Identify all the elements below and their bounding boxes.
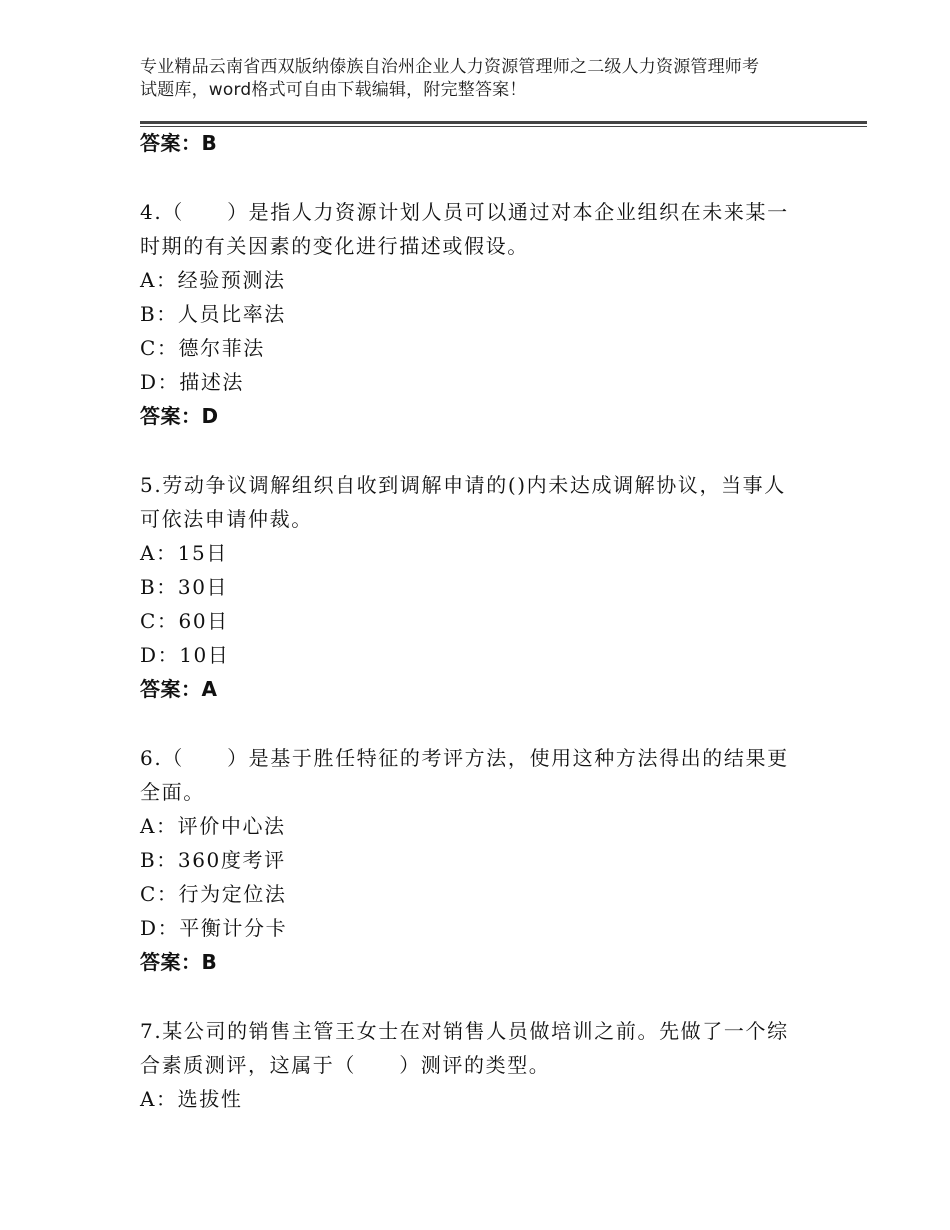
q5-option-d: D：10日 [140, 643, 230, 667]
q7-stem-line-1: 7.某公司的销售主管王女士在对销售人员做培训之前。先做了一个综 [140, 1019, 789, 1043]
q5-stem-line-1: 5.劳动争议调解组织自收到调解申请的()内未达成调解协议，当事人 [140, 473, 786, 497]
q4-answer: 答案：D [140, 404, 219, 428]
q4-option-d: D：描述法 [140, 370, 245, 394]
q5-option-b: B：30日 [140, 575, 229, 599]
q7-stem-line-2: 合素质测评，这属于（ ）测评的类型。 [140, 1053, 551, 1077]
q3-answer: 答案：B [140, 131, 218, 155]
q6-answer: 答案：B [140, 950, 218, 974]
header-divider-thick [140, 121, 867, 124]
q6-option-b: B：360度考评 [140, 848, 286, 872]
q5-answer: 答案：A [140, 677, 218, 701]
header-title-line-1: 专业精品云南省西双版纳傣族自治州企业人力资源管理师之二级人力资源管理师考 [140, 57, 760, 77]
q6-stem-line-1: 6.（ ）是基于胜任特征的考评方法，使用这种方法得出的结果更 [140, 746, 789, 770]
q6-stem-line-2: 全面。 [140, 780, 205, 804]
q6-option-d: D：平衡计分卡 [140, 916, 288, 940]
q7-option-a: A：选拔性 [140, 1087, 243, 1111]
q5-option-a: A：15日 [140, 541, 228, 565]
q6-option-c: C：行为定位法 [140, 882, 287, 906]
header-title-line-2: 试题库，word格式可自由下载编辑，附完整答案！ [140, 80, 527, 100]
document-header [140, 56, 830, 102]
q5-option-c: C：60日 [140, 609, 229, 633]
q4-stem-line-2: 时期的有关因素的变化进行描述或假设。 [140, 234, 529, 258]
q4-option-b: B：人员比率法 [140, 302, 286, 326]
q6-option-a: A：评价中心法 [140, 814, 286, 838]
header-divider-thin [140, 126, 867, 127]
q4-stem-line-1: 4.（ ）是指人力资源计划人员可以通过对本企业组织在未来某一 [140, 200, 789, 224]
q5-stem-line-2: 可依法申请仲裁。 [140, 507, 313, 531]
q4-option-c: C：德尔菲法 [140, 336, 265, 360]
q4-option-a: A：经验预测法 [140, 268, 286, 292]
